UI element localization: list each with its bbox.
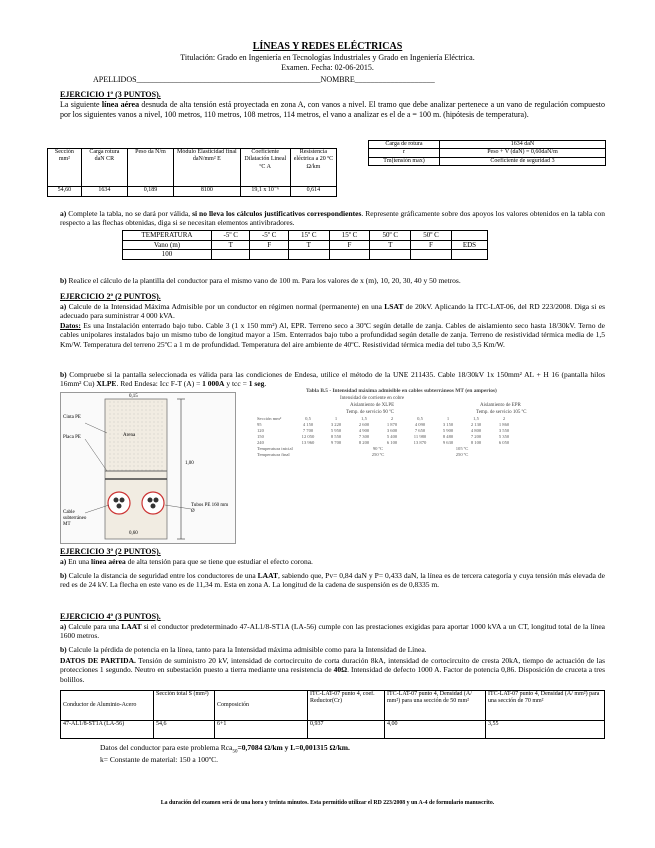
exercise-1-part-a: a) Complete la tabla, no se dará por válida, si no lleva los cálculos justificativos correspondientes. Represente gráficamente sobre dos apoyos los valores obtenidos en la tabla con respecto a las flechas obtenidas, diga si se necesitan elementos antivibradores. <box>60 209 606 228</box>
conductor-header-cell: Sección mm² <box>48 149 82 187</box>
shortcircuit-table-photo: Tabla B.5 - Intensidad máxima admisible en cables subterráneos MT (en amperios) Intensidad de corriente en cobre Aislamiento de XLPE Aislamiento de EPR Temp. de servicio 90 ºC Temp. de servicio 105 ºC Sección mm² 0,5 1 1,5 2 0,5 1 1,5 2 95 4 150 3 220 2 600 1 870 4 090 3 150 2 130 1 860 120 7 700 5 950 4 900 3 600 7 650 5 900 4 800 3 550 150 12 050 8 550 7 300 5 400 11 980 8 480 7 200 5 350 240 13 960 9 700 8 200 6 100 13 870 9 630 8 100 6 050 Temperatura inicial 90 ºC 105 ºC Temperatura final 250 ºC 250 ºC <box>250 388 610 543</box>
exercise-4-part-b: b) Calcule la pérdida de potencia en la línea, tanto para la Intensidad máxima admisible como para la Intensidad de Línea. <box>60 645 427 654</box>
conductor-value-cell: 54,60 <box>48 187 82 197</box>
exercise-3-part-a: a) En una línea aérea de alta tensión para que se tiene que estudiar el efecto corona. <box>60 557 313 566</box>
exercise-1-intro: La siguiente línea aérea desnuda de alta tensión está proyectada en zona A, con vanos a nivel. El tramo que debe analizar pertenece a un vano de regulación compuesto por los siguientes vanos a nivel, 100 metros, 110 metros, 108 metros, 114 metros, el vano a analizar es el de a = 100 m. (hipótesis de temperatura). <box>60 100 606 119</box>
answer-cell[interactable] <box>212 250 250 260</box>
exercise-4-note-1: Datos del conductor para este problema Rca$_{50}$=0,7084 Ω/km y L=0,001315 Ω/km. <box>100 743 350 755</box>
exercise-2-heading: EJERCICIO 2º (2 PUNTOS). <box>60 292 161 301</box>
exercise-4-part-a: a) Calcule para una LAAT si el conductor predeterminado 47-AL1/8-ST1A (LA-56) cumple con las prestaciones exigidas para aportar 1000 kVA a un CT, longitud total de la línea 1600 metros. <box>60 622 606 641</box>
conductor-value-cell: 8100 <box>174 187 241 197</box>
conductor-header-cell: Peso da N/m <box>127 149 173 187</box>
label-cable: Cable subterráneo MT <box>63 510 87 528</box>
temperature-table: TEMPERATURA -5º C -5º C 15º C 15º C 50º C 50º C Vano (m) T F T F T F EDS 100 <box>122 230 488 260</box>
label-depth: 1,00 <box>185 461 194 466</box>
answer-cell[interactable] <box>411 250 452 260</box>
shortcircuit-table: Sección mm² 0,5 1 1,5 2 0,5 1 1,5 2 95 4 150 3 220 2 600 1 870 4 090 3 150 2 130 1 860 120 7 700 5 950 4 900 3 600 7 650 5 900 4 800 3 550 150 12 050 8 550 7 300 5 400 11 980 8 480 7 200 5 350 240 13 960 9 700 8 200 6 100 13 870 9 630 8 100 6 050 Temperatura inicial 90 ºC 105 ºC Temperatura final 250 ºC 250 ºC <box>257 416 510 457</box>
answer-cell[interactable] <box>370 250 411 260</box>
exercise-1-heading: EJERCICIO 1º (3 PUNTOS). <box>60 90 161 99</box>
exercise-1-part-b: b) Realice el cálculo de la plantilla del conductor para el mismo vano de 100 m. Para los valores de x (m), 10, 20, 30, 40 y 50 metros. <box>60 276 461 285</box>
load-data-table: Carga de rotura 1634 daN r Peso + V (daN) = 0,60daN/m Tm(tensión max) Coeficiente de seguridad 3 <box>368 140 606 166</box>
label-top: 0,15 <box>129 394 138 399</box>
label-tubos: Tubos PE 160 mm Ø <box>191 503 229 515</box>
exercise-4-heading: EJERCICIO 4º (3 PUNTOS). <box>60 612 161 621</box>
label-arena: Arena <box>123 433 136 438</box>
exam-title: LÍNEAS Y REDES ELÉCTRICAS <box>252 41 403 52</box>
label-cinta: Cinta PE <box>63 415 81 420</box>
label-width: 0,60 <box>129 531 138 536</box>
answer-cell[interactable] <box>250 250 288 260</box>
exam-footer-note: La duración del examen será de una hora y treinta minutos. Esta permitido utilizar el RD 223/2008 y un A-4 de formulario manuscrito. <box>160 800 495 806</box>
exercise-3-heading: EJERCICIO 3º (2 PUNTOS). <box>60 547 161 556</box>
label-placa: Placa PE <box>63 435 81 440</box>
conductor-header-cell: Resistencia eléctrica a 20 ºC Ω/km <box>290 149 336 187</box>
conductor-value-cell: 0,614 <box>290 187 336 197</box>
exercise-4-datos: DATOS DE PARTIDA. Tensión de suministro 20 kV, intensidad de cortocircuito de corta duración 8kA, intensidad de cortocircuito de cresta 20kA, tiempo de actuación de las protecciones 1 segundo. Neutro en subestación puesto a tierra mediante una resistencia de 40Ω. Intensidad de defecto 1000 A. Factor de potencia 0,86. Disposición de cruceta a tres bolillos. <box>60 656 605 684</box>
conductor-header-cell: Módulo Elasticidad final daN/mm² E <box>174 149 241 187</box>
conductor-value-cell: 1634 <box>81 187 127 197</box>
exercise-2-part-a: a) Calcule de la Intensidad Máxima Admisible por un conductor en régimen normal (permanente) en una LSAT de 20kV. Aplicando la ITC-LAT-06, del RD 223/2008. Diga si es adecuado para suministrar 4 000 kVA. <box>60 302 605 321</box>
trench-figure <box>60 392 236 544</box>
answer-cell[interactable] <box>329 250 370 260</box>
conductor-header-cell: Coeficiente Dilatación Lineal ºC A <box>240 149 290 187</box>
name-fields[interactable]: APELLIDOS______________________________________________NOMBRE____________________ <box>93 75 435 84</box>
exam-date-line: Examen. Fecha: 02-06-2015. <box>281 63 374 72</box>
exercise-3-part-b: b) Calcule la distancia de seguridad entre los conductores de una LAAT, sabiendo que, Pv= 0,84 daN y P= 0,433 daN, la línea es de tercera categoría y cuya tensión más elevada de red es de 24 kV. La flecha en este vano es de 11,34 m. Esta en zona A. La longitud de la cadena de suspensión es de 0,8335 m. <box>60 571 605 590</box>
conductor-data-table <box>47 148 337 197</box>
degree-line: Titulación: Grado en Ingeniería en Tecnologías Industriales y Grado en Ingeniería Eléctrica. <box>180 53 475 62</box>
exercise-4-note-2: k= Constante de material: 150 a 100ºC. <box>100 755 218 764</box>
answer-cell[interactable] <box>288 250 329 260</box>
conductor-aluminium-table: Conductor de Aluminio-Acero Sección total S (mm²) Composición ITC-LAT-07 punto 4, coef. Reductor(Cr) ITC-LAT-07 punto 4, Densidad (A/ mm²) para una sección de 50 mm² ITC-LAT-07 punto 4, Densidad (A/ mm²) para una sección de 70 mm² 47-AL1/8-ST1A (LA-56) 54,6 6+1 0,937 4,00 3,55 <box>60 690 605 739</box>
conductor-value-cell: 0,189 <box>127 187 173 197</box>
exercise-2-datos: Datos: Es una Instalación enterrado bajo tubo. Cable 3 (1 x 150 mm²) Al, EPR. Terreno seco a 30ºC según detalle de zanja. Cables de aislamiento seco hasta 18/30kV. Terno de cables unipolares instalados bajo un mismo tubo de longitud mayor a 15m. Enterrados bajo tubo a profundidad según detalle de zanja. Terreno de resistividad térmica media de 1,5 Km/W. Temperatura del terreno 25ºC a 1 m de profundidad. Temperatura del aire ambiente de 40ºC. Resistividad térmica media del tubo 3,5 Km/W. <box>60 321 605 349</box>
conductor-header-cell: Carga rotura daN CR <box>81 149 127 187</box>
conductor-value-cell: 19,1 x 10⁻⁶ <box>240 187 290 197</box>
answer-cell[interactable] <box>451 250 487 260</box>
exercise-2-part-b: b) Compruebe si la pantalla seleccionada es válida para las condiciones de Endesa, utilice el método de la UNE 211435. Cable 18/30kV 1x 150mm² AL + H 16 (pantalla hilos 16mm² Cu) XLPE. Red Endesa: Icc F-T (A) = 1 000A y tcc = 1 seg. <box>60 370 605 389</box>
